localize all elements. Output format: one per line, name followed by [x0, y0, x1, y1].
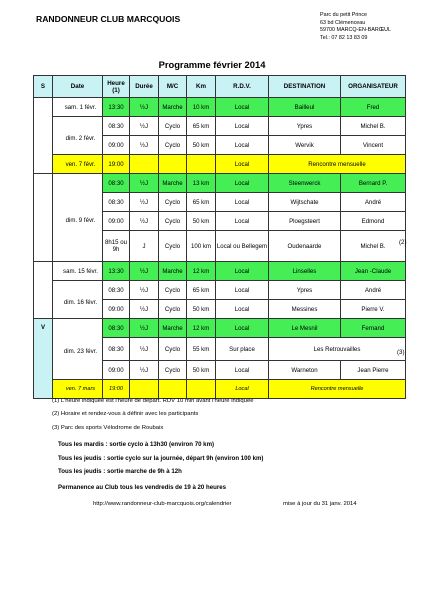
destination-cell: Ypres [269, 117, 341, 136]
organisateur-cell: Fred [341, 98, 406, 117]
address-phone: Tel.: 07 82 13 83 09 [320, 34, 368, 41]
destination-cell: Messines [269, 300, 341, 319]
website-link[interactable]: http://www.randonneur-club-marcquois.org/calendrier [93, 501, 232, 507]
date-cell: dim. 9 févr. [53, 174, 103, 262]
heure-cell: 08:30 [103, 174, 130, 193]
heure-cell: 08:30 [103, 281, 130, 300]
km-cell: 50 km [187, 212, 216, 231]
km-cell: 100 km [187, 231, 216, 262]
club-name: RANDONNEUR CLUB MARCQUOIS [36, 14, 181, 24]
col-header-date: Date [53, 76, 103, 98]
organisateur-cell: Fernand [341, 319, 406, 338]
duree-cell: ½J [130, 136, 159, 155]
note-ref-3: (3) [397, 349, 405, 356]
mc-cell: Cyclo [159, 212, 187, 231]
table-row [34, 174, 406, 193]
rule-line: Permanence au Club tous les vendredis de 19 à 20 heures [58, 484, 226, 491]
table-row [34, 117, 406, 136]
rdv-cell: Local [216, 174, 269, 193]
destination-cell: Le Mesnil [269, 319, 341, 338]
heure-cell: 08:30 [103, 117, 130, 136]
rule-line: Tous les jeudis : sortie cyclo sur la journée, départ 9h (environ 100 km) [58, 455, 264, 462]
heure-cell: 09:00 [103, 361, 130, 380]
km-cell: 50 km [187, 136, 216, 155]
organisateur-cell: Vincent [341, 136, 406, 155]
km-cell: 50 km [187, 300, 216, 319]
program-table [33, 75, 406, 399]
footnote: (2) Horaire et rendez-vous à définir avec les participants [52, 411, 199, 417]
destination-cell: Ypres [269, 281, 341, 300]
mc-cell [159, 155, 187, 174]
col-header-rdv: R.D.V. [216, 76, 269, 98]
club-address [320, 12, 391, 42]
duree-cell: ½J [130, 212, 159, 231]
duree-cell: ½J [130, 117, 159, 136]
date-cell: dim. 16 févr. [53, 281, 103, 319]
mc-cell: Cyclo [159, 136, 187, 155]
heure-cell: 08:30 [103, 193, 130, 212]
rule-line: Tous les jeudis : sortie marche de 9h à 12h [58, 468, 182, 475]
km-cell: 65 km [187, 117, 216, 136]
organisateur-cell: Pierre V. [341, 300, 406, 319]
destination-cell: Warneton [269, 361, 341, 380]
duree-cell: ½J [130, 319, 159, 338]
heure-cell: 13:30 [103, 262, 130, 281]
date-cell: ven. 7 mars [53, 380, 103, 399]
rdv-cell: Local [216, 262, 269, 281]
rdv-cell: Local [216, 319, 269, 338]
organisateur-cell: André [341, 193, 406, 212]
duree-cell: J [130, 231, 159, 262]
table-row [34, 319, 406, 338]
note-ref-2: (2) [399, 239, 407, 246]
heure-cell: 09:00 [103, 300, 130, 319]
destination-cell: Oudenaarde [269, 231, 341, 262]
km-cell: 65 km [187, 281, 216, 300]
duree-cell: ½J [130, 193, 159, 212]
organisateur-cell: Jean Pierre [341, 361, 406, 380]
event-cell: Rencontre mensuelle [269, 380, 406, 399]
rdv-cell: Local [216, 117, 269, 136]
duree-cell: ½J [130, 281, 159, 300]
date-cell: sam. 15 févr. [53, 262, 103, 281]
duree-cell: ½J [130, 174, 159, 193]
destination-cell: Wervik [269, 136, 341, 155]
event-cell: Les Retrouvailles [269, 338, 406, 361]
destination-cell: Bailleul [269, 98, 341, 117]
col-header-duree: Durée [130, 76, 159, 98]
address-line: 63 bd Clémenceau [320, 19, 366, 26]
organisateur-cell: Bernard P. [341, 174, 406, 193]
rdv-cell: Local [216, 361, 269, 380]
heure-cell: 09:00 [103, 136, 130, 155]
week-marker [34, 98, 53, 174]
organisateur-cell: Michel B. [341, 231, 406, 262]
mc-cell: Cyclo [159, 361, 187, 380]
footnote: (1) L'heure indiquée est l'heure de départ. RDV 10 min avant l'heure indiquée [52, 398, 254, 404]
mc-cell: Marche [159, 174, 187, 193]
duree-cell: ½J [130, 361, 159, 380]
km-cell: 65 km [187, 193, 216, 212]
destination-cell: Steenwerck [269, 174, 341, 193]
km-cell: 10 km [187, 98, 216, 117]
table-row [34, 155, 406, 174]
col-header-destination: DESTINATION [269, 76, 341, 98]
table-row [34, 281, 406, 300]
km-cell: 55 km [187, 338, 216, 361]
event-cell: Rencontre mensuelle [269, 155, 406, 174]
destination-cell: Ploegsteert [269, 212, 341, 231]
mc-cell: Cyclo [159, 338, 187, 361]
date-cell: sam. 1 févr. [53, 98, 103, 117]
mc-cell: Cyclo [159, 117, 187, 136]
update-date: mise à jour du 31 janv. 2014 [283, 501, 357, 507]
rdv-cell: Local ou Bellegem [216, 231, 269, 262]
rdv-cell: Local [216, 380, 269, 399]
rdv-cell: Local [216, 193, 269, 212]
rdv-cell: Local [216, 136, 269, 155]
duree-cell: ½J [130, 300, 159, 319]
mc-cell: Marche [159, 98, 187, 117]
rdv-cell: Local [216, 281, 269, 300]
heure-cell: 19:00 [103, 155, 130, 174]
week-marker [34, 262, 53, 319]
address-line: 59700 MARCQ-EN-BARŒUL [320, 27, 391, 34]
heure-cell: 19:00 [103, 380, 130, 399]
km-cell: 12 km [187, 319, 216, 338]
organisateur-cell: Edmond [341, 212, 406, 231]
rdv-cell: Local [216, 98, 269, 117]
table-row [34, 380, 406, 399]
organisateur-cell: Michel B. [341, 117, 406, 136]
rdv-cell: Sur place [216, 338, 269, 361]
heure-cell: 09:00 [103, 212, 130, 231]
col-header-km: Km [187, 76, 216, 98]
heure-cell: 13:30 [103, 98, 130, 117]
heure-cell: 8h15 ou 9h [103, 231, 130, 262]
date-cell: dim. 2 févr. [53, 117, 103, 155]
rdv-cell: Local [216, 155, 269, 174]
rule-line: Tous les mardis : sortie cyclo à 13h30 (environ 70 km) [58, 441, 215, 448]
rdv-cell: Local [216, 300, 269, 319]
col-header-heure: Heure (1) [103, 76, 130, 98]
footnote: (3) Parc des sports Vélodrome de Roubaix [52, 425, 164, 431]
heure-cell: 08:30 [103, 338, 130, 361]
km-cell [187, 380, 216, 399]
table-row [34, 98, 406, 117]
duree-cell: ½J [130, 338, 159, 361]
document-title: Programme février 2014 [158, 59, 266, 70]
duree-cell [130, 155, 159, 174]
km-cell [187, 155, 216, 174]
col-header-s: S [34, 76, 53, 98]
organisateur-cell: Jean -Claude [341, 262, 406, 281]
duree-cell: ½J [130, 262, 159, 281]
rdv-cell: Local [216, 212, 269, 231]
mc-cell: Marche [159, 319, 187, 338]
date-cell: ven. 7 févr. [53, 155, 103, 174]
week-marker [34, 174, 53, 262]
col-header-organisateur: ORGANISATEUR [341, 76, 406, 98]
destination-cell: Wijtschate [269, 193, 341, 212]
km-cell: 12 km [187, 262, 216, 281]
mc-cell: Marche [159, 262, 187, 281]
km-cell: 13 km [187, 174, 216, 193]
km-cell: 50 km [187, 361, 216, 380]
mc-cell: Cyclo [159, 281, 187, 300]
heure-cell: 08:30 [103, 319, 130, 338]
address-line: Parc du petit Prince [320, 12, 368, 18]
date-cell: dim. 23 févr. [53, 319, 103, 380]
mc-cell: Cyclo [159, 300, 187, 319]
mc-cell: Cyclo [159, 231, 187, 262]
destination-cell: Linselles [269, 262, 341, 281]
table-row [34, 262, 406, 281]
col-header-mc: M/C [159, 76, 187, 98]
duree-cell: ½J [130, 98, 159, 117]
duree-cell [130, 380, 159, 399]
mc-cell [159, 380, 187, 399]
table-header-row [34, 76, 406, 98]
vacation-marker: V [34, 319, 53, 399]
mc-cell: Cyclo [159, 193, 187, 212]
organisateur-cell: André [341, 281, 406, 300]
